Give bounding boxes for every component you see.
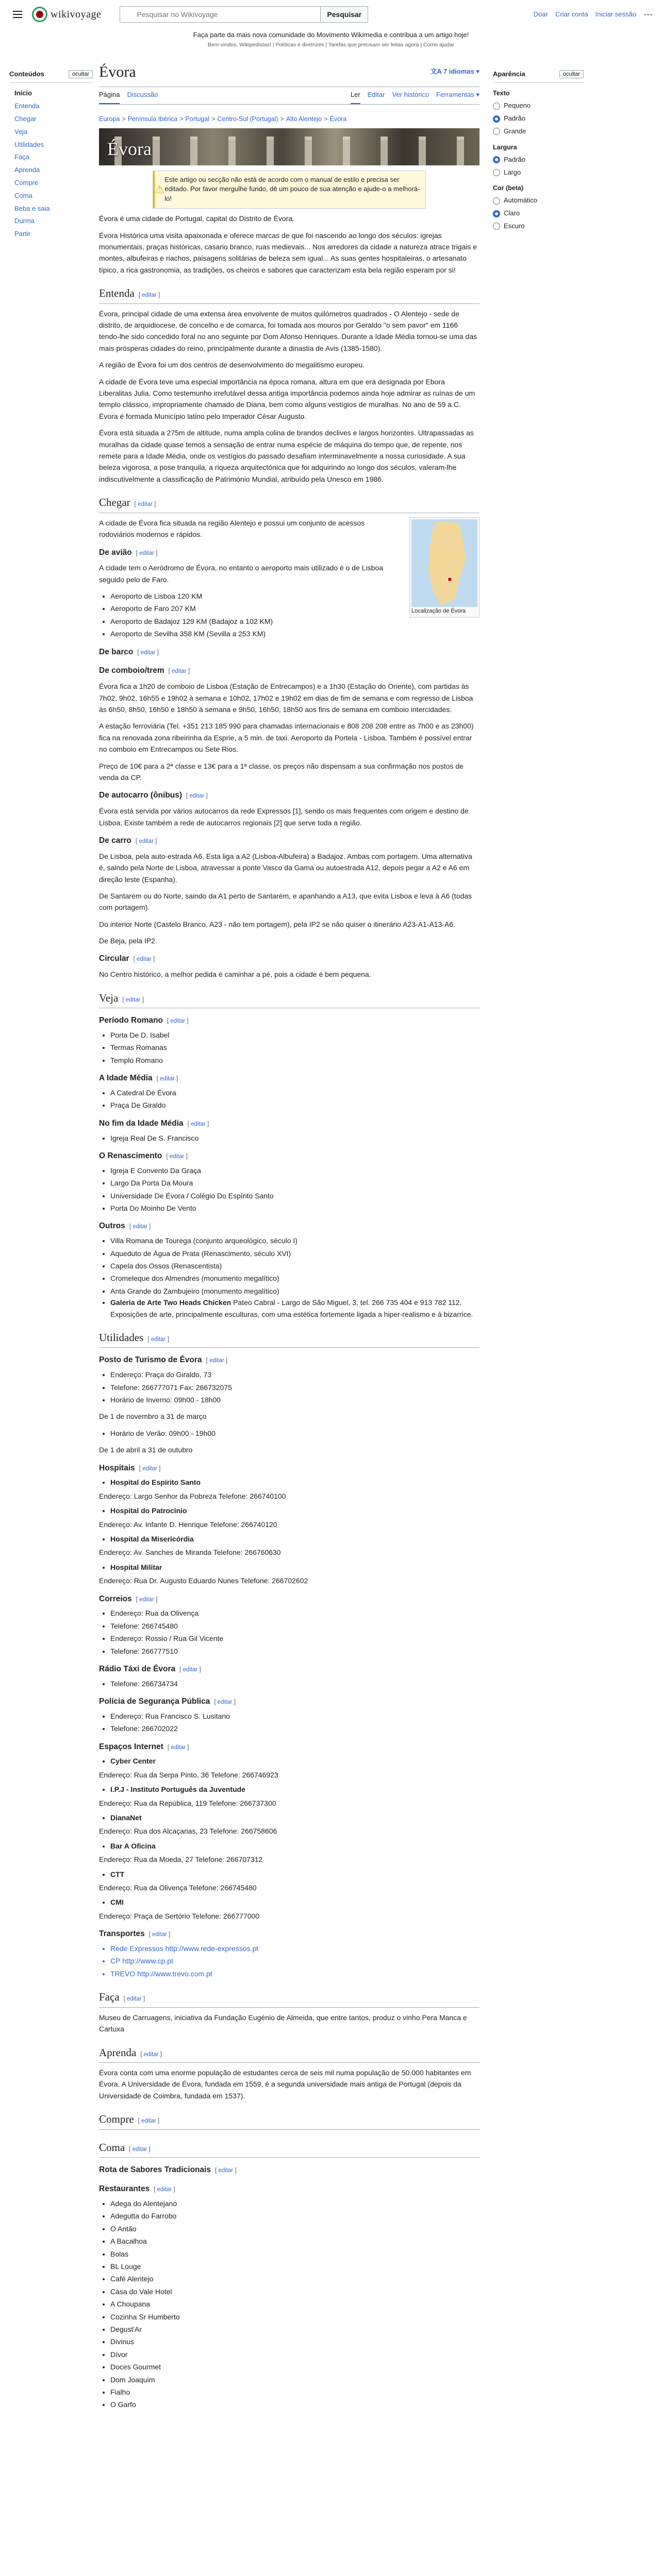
color-label: Cor (beta) [493, 184, 524, 192]
section-heading-chegar: Chegar [ editar ] [99, 494, 479, 513]
list-item: • Telefone: 266734734 [110, 1678, 479, 1689]
site-notice-main: Faça parte da mais nova comunidade do Movimento Wikimedia e contribua a um artigo hoje! [193, 31, 469, 39]
item-detail: Endereço: Av. Infante D. Henrique Telefone: 266740120 [99, 1520, 277, 1529]
subheading-media: A Idade Média [ editar ] [99, 1074, 178, 1083]
list-item: • O Garfo [110, 2399, 479, 2410]
appearance-hide-button[interactable]: ocultar [559, 70, 584, 78]
location-marker-icon [448, 577, 452, 582]
radio-icon [493, 103, 500, 110]
subheading-transportes: Transportes [ editar ] [99, 1929, 171, 1939]
breadcrumb-link[interactable]: Alto Alentejo [286, 115, 322, 123]
list-item: • Hospital da Misericórdia [110, 1533, 479, 1545]
tab-discussion[interactable]: Discussão [127, 90, 158, 98]
edit-section-link[interactable]: editar [151, 1336, 166, 1343]
list-item: • Porta De D. Isabel [110, 1029, 479, 1041]
radio-option[interactable] [493, 155, 584, 165]
list-internet [99, 1755, 479, 1922]
edit-section-link[interactable]: editar [170, 1018, 186, 1025]
toc-list [9, 83, 93, 241]
edit-section-link[interactable]: editar [125, 996, 141, 1003]
list-item: • Hospital do Patrocínio [110, 1505, 479, 1516]
edit-section-link[interactable]: editar [136, 956, 152, 963]
list-item: • DianaNet [110, 1812, 479, 1823]
list-item: • Degust'Ar [110, 2324, 479, 2335]
list-renascimento [110, 1165, 479, 1214]
paragraph: De Lisboa, pela auto-estrada A6. Esta liga a A2 (Lisboa-Albufeira) a Badajoz. Ambas com portagem. Uma alternativa é, saindo pela Norte de Lisboa, atravessar a ponte Vasco da Gama ou autoestrada A12, depois pegar a A2 e A6 em direção leste (Espanha). [99, 852, 472, 884]
tab-read[interactable]: Ler [351, 90, 360, 104]
radio-icon [493, 197, 500, 205]
list-item: • A Choupana [110, 2298, 479, 2310]
style-notice-text: Este artigo ou secção não está de acordo com o manual de estilo e precisa ser editado. Por favor mergulhe fundo, dê um pouco de sua atenção e ajude-o a melhorá-lo! [164, 175, 420, 203]
edit-section-link[interactable]: editar [139, 550, 154, 556]
subheading-restaurantes: Restaurantes [ editar ] [99, 2184, 175, 2194]
radio-option[interactable] [493, 113, 584, 124]
breadcrumb-link[interactable]: Península Ibérica [127, 115, 178, 123]
list-fim-media [110, 1132, 479, 1144]
subheading-carro: De carro [ editar ] [99, 836, 157, 845]
list-item: • Café Alentejo [110, 2273, 479, 2284]
subheading-psp: Polícia de Segurança Pública [ editar ] [99, 1697, 236, 1706]
radio-option[interactable] [493, 167, 584, 178]
item-detail: Endereço: Rua da Olivença Telefone: 266745480 [99, 1883, 257, 1892]
list-item: • Casa do Vale Hotel [110, 2286, 479, 2297]
radio-option[interactable] [493, 195, 584, 206]
edit-section-link[interactable]: editar [143, 2051, 159, 2058]
list-item: • Endereço: Rua da Olivença [110, 1607, 479, 1619]
site-logo[interactable] [32, 6, 101, 23]
color-options [493, 195, 584, 231]
section-heading-entenda: Entenda [ editar ] [99, 285, 479, 304]
edit-section-link[interactable]: editar [140, 649, 156, 656]
logo-wordmark: wikivoyage [51, 9, 102, 20]
list-item: • Hospital do Espírito Santo [110, 1477, 479, 1488]
list-romano [110, 1029, 479, 1066]
list-item: • Endereço: Praça do Giraldo, 73 [110, 1369, 479, 1380]
paragraph: Museu de Carruagens, iniciativa da Fundação Eugénio de Almeida, que entre tantos, produz o vinho Pera Manca e Cartuxa [99, 2013, 467, 2033]
table-of-contents [9, 55, 93, 2416]
paragraph: A cidade de Évora teve uma especial importância na época romana, altura em que era designada por Ebora Liberalitas Julia. Como testemunho irrefutável dessa antiga importância podemos ainda hoje admirar as ruínas de um templo clássico, impropriamente chamado de Diana, bem como alguns vestígios de muralhas. No ano de 59 a.C. Évora é formada Município latino pelo Imperador César Augusto. [99, 377, 475, 420]
paragraph: De Beja, pela IP2. [99, 937, 157, 945]
edit-section-link[interactable]: editar [171, 1744, 186, 1751]
breadcrumb-separator: > [179, 115, 184, 123]
paragraph: Do interior Norte (Castelo Branco, A23 - não tem portagem), pela IP2 se não quiser o itinerário A23-A1-A13-A6. [99, 920, 456, 928]
edit-section-link[interactable]: editar [152, 1931, 167, 1938]
subheading-rota: Rota de Sabores Tradicionais [ editar ] [99, 2165, 237, 2175]
list-media [110, 1087, 479, 1111]
color-group [493, 183, 584, 231]
list-item: • Igreja E Convento Da Graça [110, 1165, 479, 1176]
text-size-group [493, 88, 584, 137]
edit-section-link[interactable]: editar [139, 1596, 154, 1603]
list-item: • Telefone: 266777071 Fax: 266732075 [110, 1382, 479, 1393]
paragraph: Évora, principal cidade de uma extensa área envolvente de muitos quilómetros quadrados - O Alentejo - sede de distrito, de arquidiocese, de concelho e de comarca, foi tomada aos mouros por Geraldo "o sem pavor" em 1166 tendo-lhe sido concedido foral no ano seguinte por Dom Afonso Henriques. Durante a Idade Média tornou-se uma das mais prósperas cidades do reino, principalmente durante a dinastia de Avis (1385-1580). [99, 309, 477, 352]
radio-label: Escuro [504, 222, 525, 230]
list-item: • Endereço: Rua Francisco S. Lusitano [110, 1710, 479, 1722]
list-item: • Anta Grande do Zambujeiro (monumento megalítico) [110, 1285, 479, 1297]
list-item: • Termas Romanas [110, 1042, 479, 1053]
text-size-options [493, 100, 584, 137]
toc-item[interactable]: Compre [14, 178, 39, 187]
list-correios [110, 1607, 479, 1657]
toc-item[interactable]: Chegar [14, 114, 37, 123]
search-button[interactable]: Pesquisar [321, 6, 368, 23]
list-item[interactable]: • TREVO http://www.trevo.com.pt [110, 1968, 479, 1979]
list-item: • Aeroporto de Sevilha 358 KM (Sevilla a 253 KM) [110, 628, 479, 639]
subheading-taxi: Rádio Táxi de Évora [ editar ] [99, 1664, 201, 1673]
radio-icon [493, 210, 500, 217]
breadcrumb-separator: > [211, 115, 216, 123]
radio-icon [493, 115, 500, 123]
breadcrumb-separator: > [280, 115, 284, 123]
section-heading-aprenda: Aprenda [ editar ] [99, 2044, 479, 2063]
list-psp [110, 1710, 479, 1735]
edit-section-link[interactable]: editar [160, 1076, 175, 1082]
subheading-outros: Outros [ editar ] [99, 1222, 151, 1231]
breadcrumb [99, 105, 479, 126]
translate-icon: 文A [430, 67, 443, 76]
list-item: • O Antão [110, 2223, 479, 2234]
user-links [534, 7, 653, 22]
list-item: • Hospital Militar [110, 1562, 479, 1573]
list-item: • Cozinha Sr Humberto [110, 2311, 479, 2323]
item-detail: Endereço: Largo Senhor da Pobreza Telefone: 266740100 [99, 1492, 286, 1500]
list-item: • Divinus [110, 2336, 479, 2347]
breadcrumb-separator: > [324, 115, 328, 123]
toc-item[interactable]: Coma [14, 191, 32, 199]
list-transportes[interactable] [110, 1943, 479, 1979]
item-detail: Endereço: Praça de Sertório Telefone: 266777000 [99, 1911, 260, 1920]
radio-label: Grande [504, 127, 526, 135]
paragraph: Preço de 10€ para a 2ª classe e 13€ para a 1ª classe, os preços não dispensam a sua confirmação nos postos de venda da CP. [99, 761, 464, 782]
breadcrumb-link[interactable]: Centro-Sul (Portugal) [217, 115, 278, 123]
list-item: • Porta Do Moinho De Vento [110, 1202, 479, 1214]
site-notice [0, 29, 662, 55]
intro-paragraph: Évora é uma cidade de Portugal, capital do Distrito de Évora. [99, 214, 294, 223]
subheading-autocarro: De autocarro (ônibus) [ editar ] [99, 791, 208, 800]
tab-tools[interactable]: Ferramentas ▾ [436, 90, 479, 98]
radio-option[interactable] [493, 221, 584, 232]
edit-section-link[interactable]: editar [142, 1465, 157, 1472]
list-item: • Dom Joaquim [110, 2374, 479, 2385]
list-item: • A Bacalhoa [110, 2235, 479, 2247]
list-item: • BL Louge [110, 2261, 479, 2272]
location-map[interactable] [409, 517, 479, 618]
toc-item[interactable]: Partir [14, 230, 31, 238]
subheading-aviao: De avião [ editar ] [99, 548, 158, 557]
edit-section-link[interactable]: editar [142, 292, 157, 299]
list-item: • Adegutta do Farrobo [110, 2210, 479, 2222]
page-banner-image [99, 128, 479, 165]
edit-section-link[interactable]: editar [127, 1996, 142, 2003]
toc-item[interactable]: Utilidades [14, 140, 44, 148]
toc-item[interactable]: Aprenda [14, 166, 40, 174]
list-item: • Aqueduto de Água de Prata (Renascimento, século XVI) [110, 1248, 479, 1259]
section-heading-compre: Compre [ editar ] [99, 2111, 479, 2130]
section-heading-utilidades: Utilidades [ editar ] [99, 1329, 479, 1348]
edit-section-link[interactable]: editar [172, 668, 187, 675]
subheading-fim-media: No fim da Idade Média [ editar ] [99, 1118, 209, 1128]
item-detail: Endereço: Rua da Serpa Pinto, 36 Telefone: 266746923 [99, 1770, 278, 1779]
paragraph: A região de Évora foi um dos centros de desenvolvimento do megalitismo europeu. [99, 361, 365, 369]
paragraph: De 1 de abril a 31 de outubro [99, 1446, 193, 1454]
edit-section-link[interactable]: editar [191, 1121, 206, 1127]
site-notice-links[interactable]: Bem-vindos, Wikipedistas! | Políticas e diretrizes | Tarefas que precisam ser feitas agora | Como ajudar [207, 41, 455, 48]
list-outros [110, 1235, 479, 1297]
appearance-title: Aparência [493, 70, 525, 78]
paragraph: A cidade de Évora fica situada na região Alentejo e possui um conjunto de acessos rodoviários modernos e rápidos. [99, 518, 365, 539]
list-turismo-verao [110, 1428, 479, 1439]
radio-label: Pequeno [504, 101, 531, 110]
section-heading-veja: Veja [ editar ] [99, 990, 479, 1009]
subheading-turismo: Posto de Turismo de Évora [ editar ] [99, 1355, 228, 1365]
toc-item[interactable]: Faça [14, 153, 29, 161]
item-detail: Endereço: Rua dos Alcaçarias, 23 Telefone: 266758606 [99, 1827, 277, 1836]
breadcrumb-link[interactable]: Europa [99, 115, 120, 123]
page-tabs [99, 87, 479, 105]
radio-label: Claro [504, 209, 520, 217]
list-item: • Galeria de Arte Two Heads Chicken Pateo Cabral - Largo de São Miguel, 3, tel. 266 735 404 e 913 782 112. Exposições de arte, principalmente esculturas, com uma estética fortemente ligada a hiper-realismo e à bizarrice. [110, 1297, 479, 1320]
radio-icon [493, 169, 500, 176]
list-item: • Igreja Real De S. Francisco [110, 1132, 479, 1144]
radio-label: Automático [504, 196, 538, 205]
paragraph: Évora conta com uma enorme população de estudantes cerca de seis mil numa população de 50.000 habitantes em Évora. A Universidade de Évora, fundada em 1559, é a segunda universidade mais antiga de Portugal (depois da Universidade de Coimbra, fundada em 1537). [99, 2069, 471, 2100]
subheading-circular: Circular [ editar ] [99, 954, 155, 963]
create-account-link[interactable]: Criar conta [555, 10, 588, 18]
list-item: • Telefone: 266702022 [110, 1723, 479, 1734]
paragraph: No Centro histórico, a melhor pedida é caminhar a pé, pois a cidade é bem pequena. [99, 970, 371, 979]
radio-icon [493, 156, 500, 163]
list-item: • Aeroporto de Faro 207 KM [110, 603, 479, 614]
edit-section-link[interactable]: editar [133, 1224, 147, 1230]
list-item: • Villa Romana de Tourega (conjunto arqueológico, século I) [110, 1235, 479, 1246]
list-item[interactable]: • CP http://www.cp.pt [110, 1955, 479, 1967]
main-content [99, 55, 479, 2416]
main-menu-button[interactable] [9, 6, 26, 23]
list-item: • Capela dos Ossos (Renascentista) [110, 1260, 479, 1272]
width-group [493, 142, 584, 178]
width-options [493, 155, 584, 178]
search-form [120, 6, 368, 23]
subheading-internet: Espaços Internet [ editar ] [99, 1742, 189, 1751]
width-label: Largura [493, 143, 517, 151]
list-hospitais [99, 1477, 479, 1586]
list-item: • Aeroporto de Badajoz 129 KM (Badajoz a 102 KM) [110, 616, 479, 627]
toc-item[interactable]: Beba e saia [14, 204, 50, 212]
list-item: • CMI [110, 1896, 479, 1908]
text-size-label: Texto [493, 90, 510, 97]
subheading-renascimento: O Renascimento [ editar ] [99, 1151, 188, 1160]
toc-item[interactable]: Veja [14, 127, 28, 135]
list-item: • Adega do Alentejano [110, 2198, 479, 2209]
login-link[interactable]: Iniciar sessão [595, 10, 636, 18]
item-detail: Endereço: Rua Dr. Augusto Eduardo Nunes Telefone: 266702602 [99, 1577, 308, 1585]
paragraph: Évora está situada a 275m de altitude, numa ampla colina de brandos declives e largos horizontes. Ultrapassadas as muralhas da cidade quase temos a sensação de entrar numa espécie de máquina do tempo que, de repente, nos remete para a Idade Média, onde os vestígios do passado desafiam interminavelmente a nossa curiosidade. A sua beleza vigorosa, a pose tranquila, a riqueza arquitectónica que foi adquirindo ao longo dos séculos, valeram-lhe indiscutivelmente a classificação de Património Mundial, atribuído pela Unesco em 1986. [99, 429, 474, 483]
breadcrumb-link[interactable]: Évora [329, 115, 347, 123]
edit-section-link[interactable]: editar [217, 1699, 233, 1706]
list-taxi [110, 1678, 479, 1689]
list-item: • CTT [110, 1869, 479, 1880]
edit-section-link[interactable]: editar [141, 2118, 156, 2125]
breadcrumb-separator: > [122, 115, 126, 123]
section-heading-coma: Coma [ editar ] [99, 2139, 479, 2158]
subheading-comboio: De comboio/trem [ editar ] [99, 666, 190, 675]
list-item: • Doces Gourmet [110, 2361, 479, 2372]
radio-option[interactable] [493, 208, 584, 219]
paragraph: Évora está servida por vários autocarros da rede Expressos [1], sendo os mais frequentes com origem e destino de Lisboa. Existe também a rede de autocarros regionais [2] que serve toda a região. [99, 807, 469, 827]
toc-hide-button[interactable]: ocultar [69, 70, 93, 78]
radio-icon [493, 223, 500, 230]
radio-option[interactable] [493, 126, 584, 137]
paragraph: Évora fica a 1h20 de comboio de Lisboa (Estação de Entrecampos) e a 1h30 (Estação do Oriente), com partidas às 7h02, 9h02, 16h55 e 19h02 à semana e 10h02, 17h02 e 19h02 em dias de fim de semana e com regresso de Lisboa às 6h50, 8h50, 16h50 e 18h50 à semana e 9h50, 16h50, 18h50 aos fins de semana em comboio intercidades. [99, 682, 473, 714]
toc-title: Conteúdos [9, 70, 44, 78]
paragraph: A estação ferroviária (Tel. +351 213 185 990 para chamadas internacionais e 808 208 208 entre as 7h00 e as 23h00) fica na renovada zona ribeirinha da Esprie, a 5 min. de taxi. Aeroporto da Portela - Lisboa. Também é possível entrar no comboio em Entrecampos ou Sete Rios. [99, 722, 474, 754]
tab-page[interactable]: Página [99, 90, 120, 104]
edit-section-link[interactable]: editar [157, 2187, 172, 2193]
edit-section-link[interactable]: editar [138, 501, 153, 508]
site-header [0, 0, 662, 29]
warning-icon: ⚠ [154, 182, 165, 196]
style-notice-box [153, 171, 426, 209]
tab-edit[interactable]: Editar [367, 90, 385, 98]
list-item: • Bar A Oficina [110, 1840, 479, 1852]
subheading-romano: Período Romano [ editar ] [99, 1016, 189, 1025]
list-item: • Telefone: 266745480 [110, 1620, 479, 1632]
radio-icon [493, 128, 500, 135]
list-item: • Horário de Inverno: 09h00 - 18h00 [110, 1394, 479, 1405]
edit-section-link[interactable]: editar [132, 2146, 147, 2153]
list-item: • Universidade De Évora / Colégio Do Espírito Santo [110, 1190, 479, 1201]
list-item: • Telefone: 266777510 [110, 1646, 479, 1657]
edit-section-link[interactable]: editar [139, 838, 154, 844]
list-item: • Cromeleque dos Almendres (monumento megalítico) [110, 1273, 479, 1284]
edit-section-link[interactable]: editar [218, 2167, 234, 2174]
subheading-hospitais: Hospitais [ editar ] [99, 1463, 161, 1472]
item-detail: Endereço: Rua da Moeda, 27 Telefone: 266707312 [99, 1855, 263, 1864]
intro-paragraph: Évora Histórica uma visita apaixonada e oferece marcas de que foi nascendo ao longo dos séculos: igrejas monumentais, praças históricas, casario branco, ruas medievais... Nos arredores da cidade a natureza atrace trigais e montes, albufeiras e riachos, paisagens solitárias de beleza sem igual... As suas gentes hospitaleiras, o artesanato típico, a rica gastronomia, as tradições, os cheiros e sabores que caracterizam esta bela região esperam por si! [99, 231, 477, 274]
toc-item[interactable]: Início [14, 89, 32, 97]
list-item: • Praça De Giraldo [110, 1099, 479, 1111]
edit-section-link[interactable]: editar [183, 1666, 198, 1673]
more-options-icon[interactable]: ⋯ [643, 9, 653, 20]
edit-section-link[interactable]: editar [169, 1154, 185, 1160]
breadcrumb-link[interactable]: Portugal [185, 115, 210, 123]
list-galeria [110, 1297, 479, 1320]
subheading-correios: Correios [ editar ] [99, 1594, 158, 1603]
list-item: • Bolas [110, 2248, 479, 2260]
list-turismo [110, 1369, 479, 1405]
list-restaurantes [110, 2198, 479, 2411]
tab-history[interactable]: Ver histórico [392, 90, 429, 98]
paragraph: De 1 de novembro a 31 de março [99, 1412, 207, 1421]
paragraph: De Santarém ou do Norte, saindo da A1 perto de Santarém, e apanhando a A13, que evita Lisboa e leva à A6 (todas com portagem). [99, 891, 472, 912]
radio-label: Padrão [504, 114, 525, 123]
list-item: • Templo Romano [110, 1055, 479, 1066]
subheading-barco: De barco [ editar ] [99, 647, 159, 656]
list-item: • Cyber Center [110, 1755, 479, 1767]
list-item: • A Catedral De Évora [110, 1087, 479, 1098]
list-item: • Dívor [110, 2349, 479, 2360]
map-caption: Localização de Évora [411, 607, 466, 614]
paragraph: A cidade tem o Aeródromo de Évora, no entanto o aeroporto mais utilizado é o de Lisboa seguido pelo de Faro. [99, 564, 384, 584]
edit-section-link[interactable]: editar [209, 1358, 224, 1364]
item-detail: Endereço: Av. Sanches de Miranda Telefone: 266760630 [99, 1548, 281, 1557]
edit-section-link[interactable]: editar [189, 793, 205, 800]
wikivoyage-logo-icon [32, 7, 47, 22]
radio-label: Padrão [504, 155, 525, 163]
section-heading-faca: Faça [ editar ] [99, 1989, 479, 2008]
list-item: • Aeroporto de Lisboa 120 KM [110, 590, 479, 602]
list-item: • Horário de Verão: 09h00 - 19h00 [110, 1428, 479, 1439]
language-button[interactable]: 文A 7 idiomas ▾ [430, 67, 479, 76]
appearance-panel [493, 55, 584, 2416]
search-input[interactable] [120, 6, 321, 23]
donate-link[interactable]: Doar [533, 10, 548, 18]
radio-option[interactable] [493, 100, 584, 111]
list-item: • Largo Da Porta Da Moura [110, 1177, 479, 1189]
list-item: • Fialho [110, 2386, 479, 2398]
list-item[interactable]: • Rede Expressos http://www.rede-expressos.pt [110, 1943, 479, 1954]
banner-title: Évora [107, 138, 152, 159]
toc-item[interactable]: Durma [14, 217, 35, 225]
page-title: Évora [99, 63, 136, 80]
toc-item[interactable]: Entenda [14, 102, 40, 110]
list-item: • Endereço: Rossio / Rua Gil Vicente [110, 1633, 479, 1644]
radio-label: Largo [504, 168, 521, 176]
item-detail: Endereço: Rua da República, 119 Telefone: 266737300 [99, 1799, 276, 1807]
list-item: • I.P.J - Instituto Português da Juventude [110, 1784, 479, 1795]
